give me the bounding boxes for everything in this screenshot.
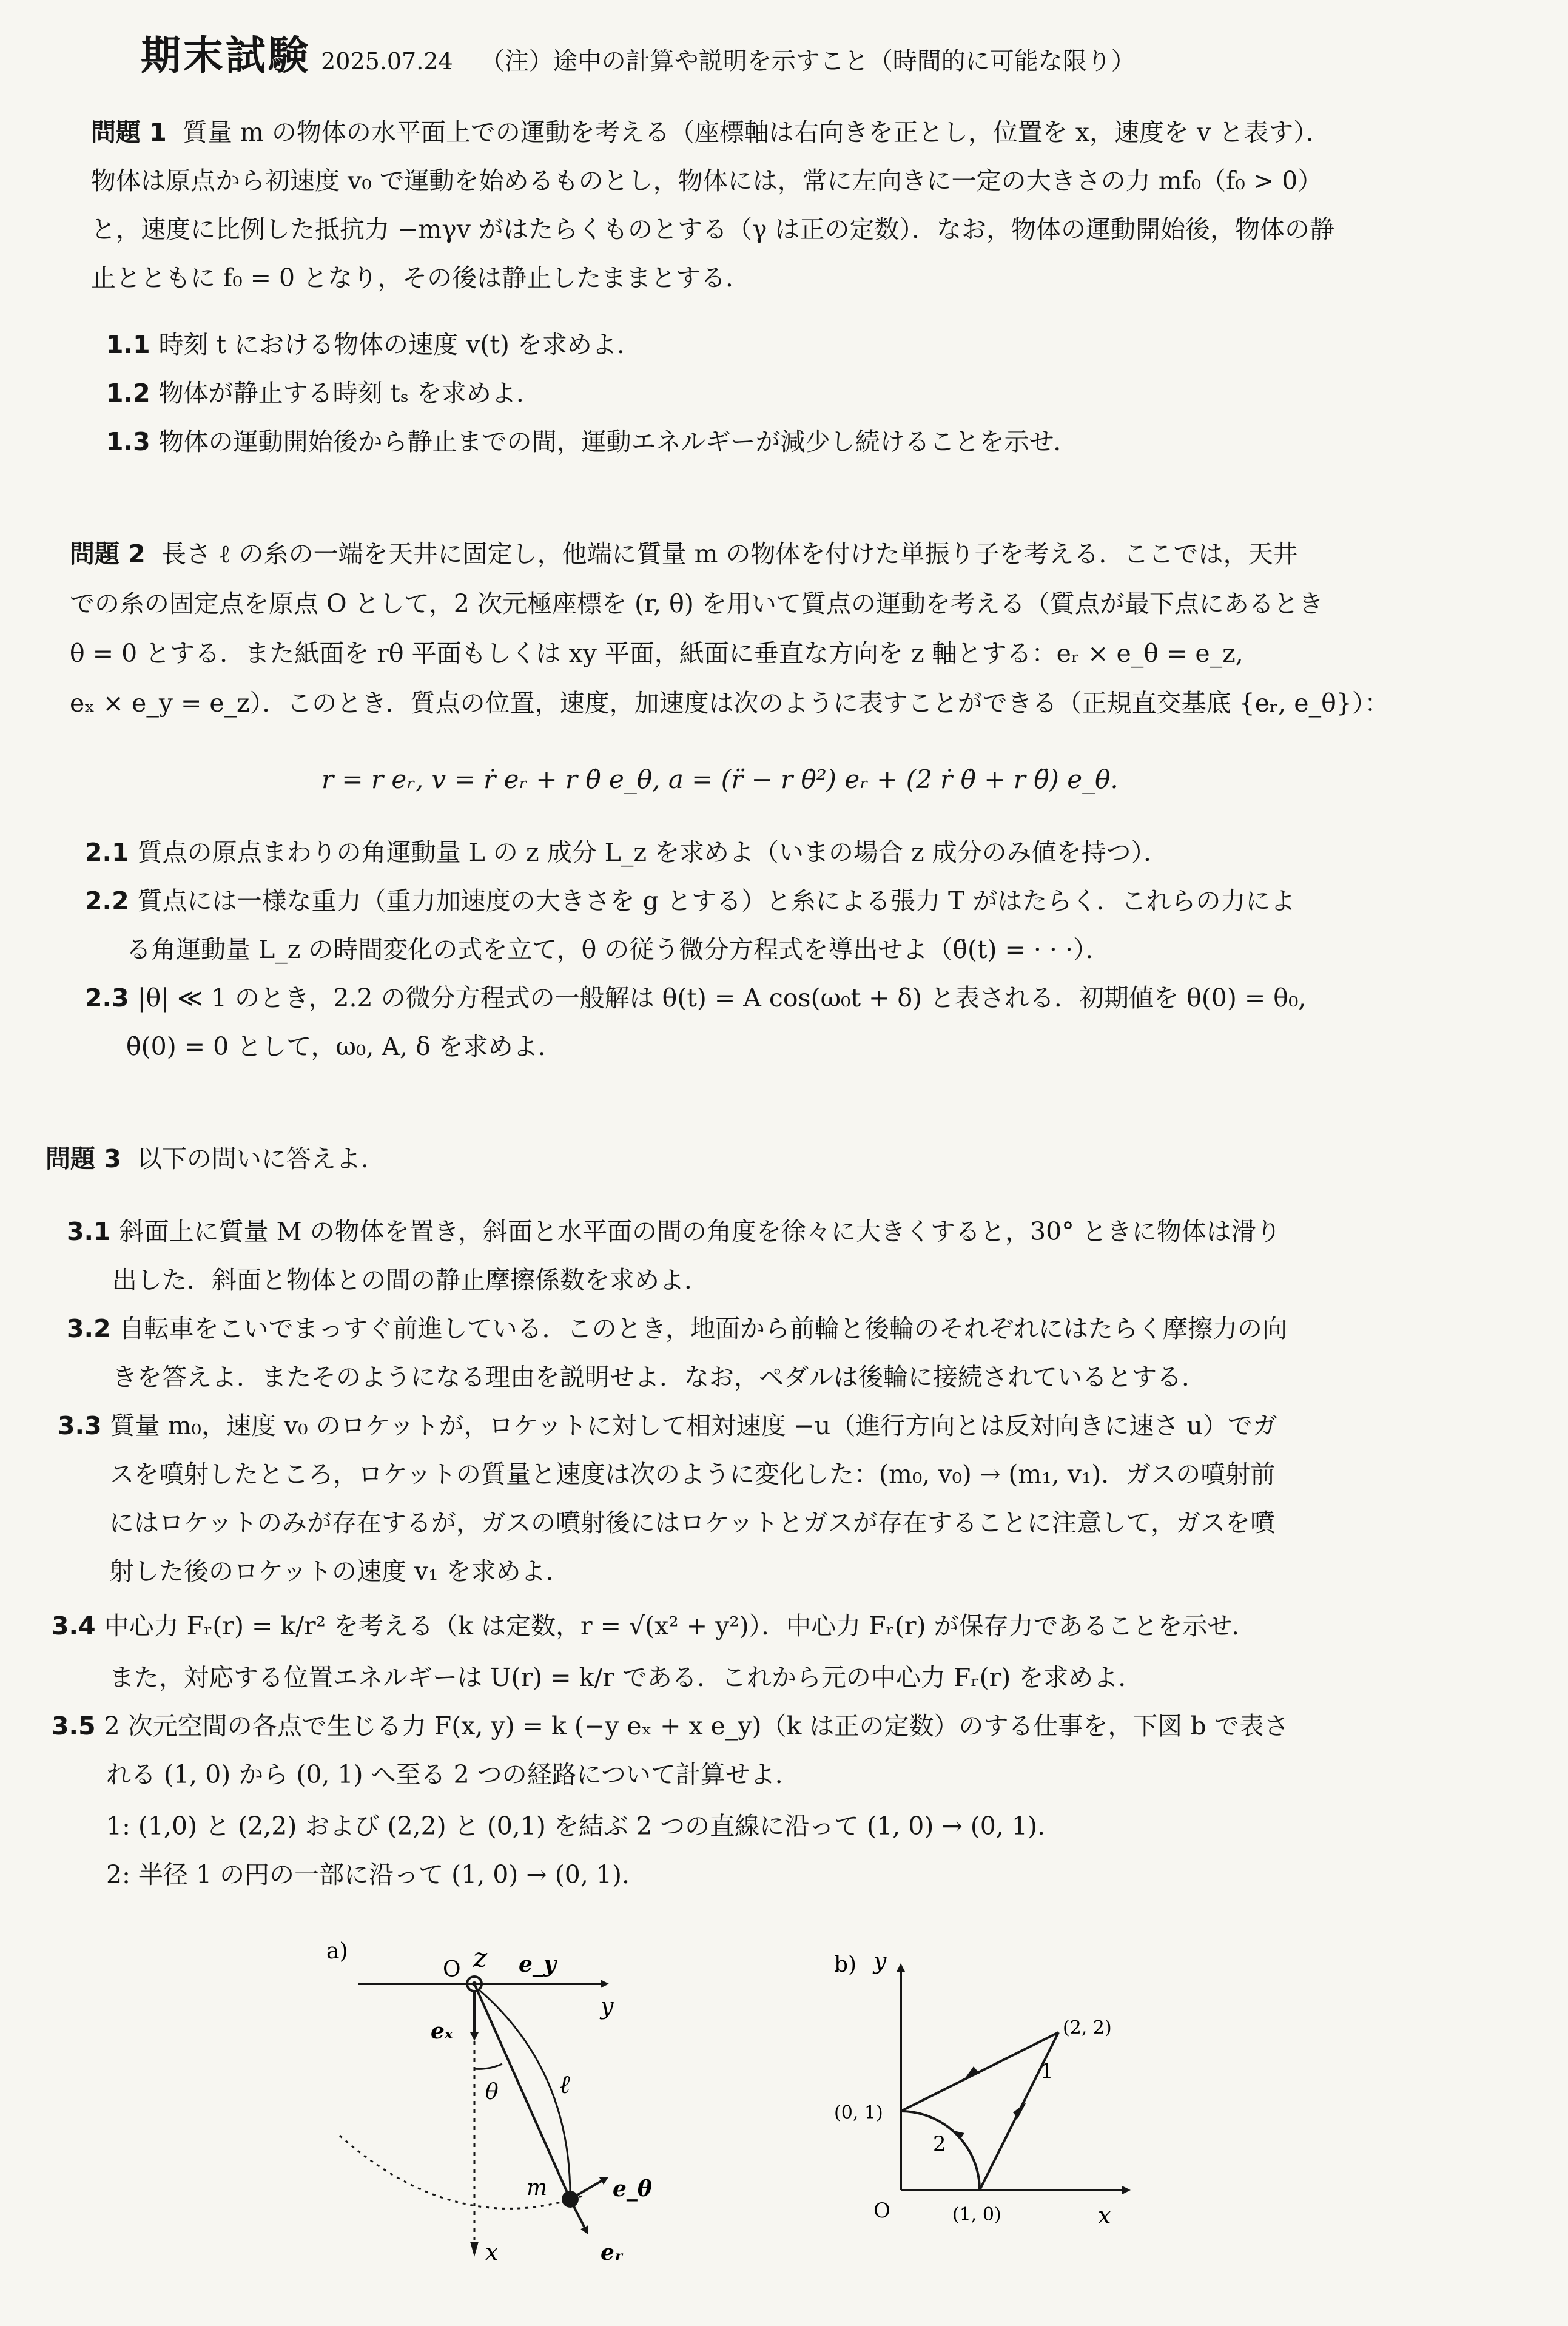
q3-sub-4-line-2: また，対応する位置エネルギーは U(r) = k/r である．これから元の中心力 Fᵣ(r) を求めよ． (109, 1663, 1143, 1692)
exam-title: 期末試験 (141, 32, 311, 79)
q1-line-4: 止とともに f₀ = 0 となり，その後は静止したままとする． (91, 263, 751, 292)
fig-b-p01: (0, 1) (834, 2102, 883, 2123)
q3-sub-5-line-4: 2: 半径 1 の円の一部に沿って (1, 0) → (0, 1). (106, 1860, 630, 1889)
fig-a-origin: O (443, 1957, 461, 1982)
q2-sub-3 (85, 983, 1307, 1013)
q1-sub-1-text: 時刻 t における物体の速度 v(t) を求めよ． (158, 330, 642, 359)
q2-sub-1 (85, 840, 1168, 865)
exam-date: 2025.07.24 (321, 48, 453, 75)
q3-sub-2-num: 3.2 (67, 1314, 111, 1343)
q3-sub-3 (58, 1411, 1277, 1440)
fig-a-ey: e_y (519, 1952, 556, 1977)
q3-sub-2-text-1: 自転車をこいでまっすぐ前進している．このとき，地面から前輪と後輪のそれぞれにはたらく摩擦力の向 (119, 1314, 1287, 1343)
fig-b-label: b) (834, 1952, 857, 1977)
q2-line-1 (70, 539, 1298, 568)
fig-b-path1-seg2 (901, 2032, 1058, 2111)
q2-sub-3-num: 2.3 (85, 983, 129, 1013)
q1-head: 問題 1 (91, 118, 167, 147)
fig-a-mass (562, 2191, 579, 2208)
fig-b-p10: (1, 0) (952, 2204, 1001, 2225)
fig-a-etheta: e_θ (613, 2176, 652, 2202)
q2-sub-3-line-2: θ̇(0) = 0 として，ω₀, A, δ を求めよ． (126, 1032, 563, 1061)
fig-b-path1-label: 1 (1040, 2059, 1054, 2083)
fig-a-etheta-arrow (577, 2178, 607, 2195)
q3-sub-1-text-1: 斜面上に質量 M の物体を置き，斜面と水平面の間の角度を徐々に大きくすると，30° ときに物体は滑り (119, 1217, 1281, 1246)
fig-b-origin: O (873, 2199, 890, 2223)
q3-head: 問題 3 (45, 1144, 121, 1173)
q1-sub-1-num: 1.1 (106, 330, 150, 359)
q1-line-1 (91, 120, 1331, 145)
q2-sub-2-text-1: 質点には一様な重力（重力加速度の大きさを g とする）と糸による張力 T がはたらく．これらの力によ (137, 886, 1296, 915)
q1-line-2: 物体は原点から初速度 v₀ で運動を始めるものとし，物体には，常に左向きに一定の大きさの力 mf₀（f₀ > 0） (91, 166, 1323, 195)
q2-text-1: 長さ ℓ の糸の一端を天井に固定し，他端に質量 m の物体を付けた単振り子を考える．ここでは，天井 (161, 539, 1298, 568)
fig-a-ell: ℓ (559, 2069, 570, 2099)
q2-line-4: eₓ × e_y = e_z）．このとき．質点の位置，速度，加速度は次のように表すことができる（正規直交基底 {eᵣ, e_θ}）： (70, 689, 1390, 718)
q3-sub-1-num: 3.1 (67, 1217, 111, 1246)
fig-a-er: eᵣ (601, 2240, 624, 2265)
q2-sub-2-line-2: る角運動量 L_z の時間変化の式を立て，θ の従う微分方程式を導出せよ（θ̈(t) = · · ·）． (126, 935, 1111, 964)
q1-sub-2-num: 1.2 (106, 379, 150, 408)
exam-note: （注）途中の計算や説明を示すこと（時間的に可能な限り） (480, 47, 1136, 75)
fig-b-y: y (873, 1947, 887, 1974)
q3-sub-1-line-2: 出した．斜面と物体との間の静止摩擦係数を求めよ． (112, 1266, 709, 1295)
fig-b-p22: (2, 2) (1063, 2017, 1112, 2038)
q2-sub-2 (85, 886, 1296, 915)
q2-sub-3-text-1: |θ| ≪ 1 のとき，2.2 の微分方程式の一般解は θ(t) = A cos(ω₀t + δ) と表される．初期値を θ(0) = θ₀, (137, 983, 1307, 1013)
q1-sub-3-num: 1.3 (106, 427, 150, 456)
q3-sub-5-line-3: 1: (1,0) と (2,2) および (2,2) と (0,1) を結ぶ 2 つの直線に沿って (1, 0) → (0, 1). (106, 1812, 1046, 1841)
fig-a-theta-arc (474, 2064, 502, 2069)
fig-a-label: a) (326, 1939, 348, 1964)
q1-sub-3 (106, 427, 1078, 456)
q2-sub-1-text: 質点の原点まわりの角運動量 L の z 成分 L_z を求めよ（いまの場合 z 成分のみ値を持つ）． (137, 838, 1169, 867)
fig-a-theta: θ (485, 2080, 499, 2105)
fig-a-z: z (473, 1943, 488, 1974)
fig-a-m: m (527, 2176, 548, 2200)
q1-sub-2-text: 物体が静止する時刻 tₛ を求めよ． (158, 379, 541, 408)
q3-sub-5-text-1: 2 次元空間の各点で生じる力 F(x, y) = k (−y eₓ + x e_y)（k は正の定数）のする仕事を，下図 b で表さ (104, 1711, 1289, 1741)
q1-text-1: 質量 m の物体の水平面上での運動を考える（座標軸は右向きを正とし，位置を x，速度を v と表す）． (182, 118, 1331, 147)
q2-equation: r = r eᵣ, v = ṙ eᵣ + r θ̇ e_θ, a = (r̈ − r θ̇²) eᵣ + (2 ṙ θ̇ + r θ̈) e_θ. (321, 764, 1119, 794)
q3-sub-4-text-1: 中心力 Fᵣ(r) = k/r² を考える（k は定数，r = √(x² + y²)）．中心力 Fᵣ(r) が保存力であることを示せ． (104, 1611, 1257, 1640)
q1-line-3: と，速度に比例した抵抗力 −mγv がはたらくものとする（γ は正の定数）．なお，物体の運動開始後，物体の静 (91, 215, 1334, 244)
q2-line-3: θ = 0 とする．また紙面を rθ 平面もしくは xy 平面，紙面に垂直な方向を z 軸とする：eᵣ × e_θ = e_z, (70, 639, 1243, 668)
q3-sub-5 (52, 1711, 1289, 1741)
q3-sub-2 (67, 1316, 1287, 1341)
fig-b-x: x (1098, 2202, 1111, 2229)
q3-sub-1 (67, 1219, 1281, 1244)
q3-sub-5-num: 3.5 (52, 1711, 96, 1741)
q3-sub-3-line-2: スを噴射したところ，ロケットの質量と速度は次のように変化した：(m₀, v₀) → (m₁, v₁)．ガスの噴射前 (109, 1460, 1276, 1489)
fig-b-path1-arrow1 (1013, 2102, 1026, 2119)
q3-sub-4-num: 3.4 (52, 1611, 96, 1640)
q3-sub-3-line-4: 射した後のロケットの速度 v₁ を求めよ． (109, 1557, 571, 1586)
q2-head: 問題 2 (70, 539, 146, 568)
fig-a-x: x (485, 2239, 499, 2265)
q3-sub-3-text-1: 質量 m₀，速度 v₀ のロケットが，ロケットに対して相対速度 −u（進行方向とは反対向きに速さ u）でガ (110, 1411, 1277, 1440)
q3-sub-3-num: 3.3 (58, 1411, 102, 1440)
q3-intro: 以下の問いに答えよ． (136, 1144, 386, 1173)
header (141, 23, 1136, 81)
figure-b-paths (825, 1947, 1165, 2239)
q3-sub-3-line-3: にはロケットのみが存在するが，ガスの噴射後にはロケットとガスが存在することに注意して，ガスを噴 (109, 1508, 1276, 1537)
fig-a-ex: eₓ (431, 2018, 453, 2044)
fig-a-y: y (601, 1993, 614, 2020)
q2-sub-2-num: 2.2 (85, 886, 129, 915)
fig-a-x-arrowhead (470, 2242, 479, 2257)
figure-a-pendulum (303, 1929, 728, 2269)
fig-b-path2-label: 2 (933, 2132, 946, 2156)
q3-sub-5-line-2: れる (1, 0) から (0, 1) へ至る 2 つの経路について計算せよ． (106, 1760, 800, 1789)
q2-sub-1-num: 2.1 (85, 838, 129, 867)
q3-line-1 (45, 1144, 386, 1173)
q1-sub-1 (106, 332, 642, 357)
fig-a-er-arrow (574, 2206, 587, 2233)
q1-sub-2 (106, 381, 541, 406)
q2-line-2: での糸の固定点を原点 O として，2 次元極座標を (r, θ) を用いて質点の運動を考える（質点が最下点にあるとき (70, 589, 1324, 618)
q1-sub-3-text: 物体の運動開始後から静止までの間，運動エネルギーが減少し続けることを示せ． (158, 427, 1078, 456)
q3-sub-2-line-2: きを答えよ．またそのようになる理由を説明せよ．なお，ペダルは後輪に接続されているとする． (112, 1363, 1206, 1392)
q3-sub-4 (52, 1611, 1257, 1640)
